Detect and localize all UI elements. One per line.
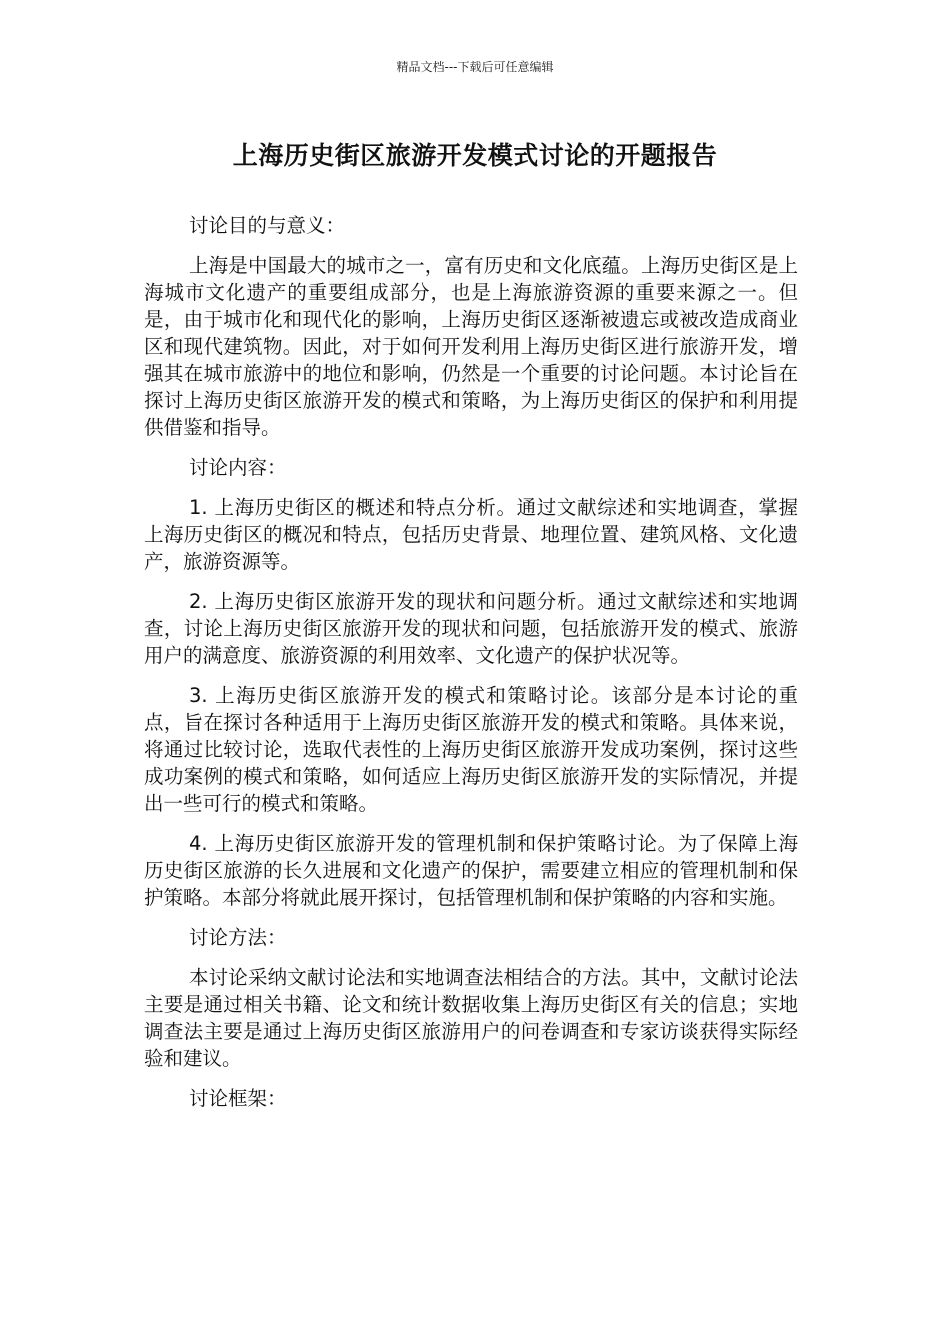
list-item-content-3: 3. 上海历史街区旅游开发的模式和策略讨论。该部分是本讨论的重点，旨在探讨各种适用于上海历史街区旅游开发的模式和策略。具体来说，将通过比较讨论，选取代表性的上海历史街区旅游开发成功案例，探讨这些成功案例的模式和策略，如何适应上海历史街区旅游开发的实际情况，并提出一些可行的模式和策略。 [144,684,798,815]
list-item-content-2: 2. 上海历史街区旅游开发的现状和问题分析。通过文献综述和实地调查，讨论上海历史街区旅游开发的现状和问题，包括旅游开发的模式、旅游用户的满意度、旅游资源的利用效率、文化遗产的保护状况等。 [144,590,798,667]
section-heading-method: 讨论方法： [189,926,287,949]
paragraph-purpose: 上海是中国最大的城市之一，富有历史和文化底蕴。上海历史街区是上海城市文化遗产的重要组成部分，也是上海旅游资源的重要来源之一。但是，由于城市化和现代化的影响，上海历史街区逐渐被遗忘或被改造成商业区和现代建筑物。因此，对于如何开发利用上海历史街区进行旅游开发，增强其在城市旅游中的地位和影响，仍然是一个重要的讨论问题。本讨论旨在探讨上海历史街区旅游开发的模式和策略，为上海历史街区的保护和利用提供借鉴和指导。 [144,254,798,439]
list-item-content-4: 4. 上海历史街区旅游开发的管理机制和保护策略讨论。为了保障上海历史街区旅游的长久进展和文化遗产的保护，需要建立相应的管理机制和保护策略。本部分将就此展开探讨，包括管理机制和保护策略的内容和实施。 [144,832,798,909]
paragraph-method: 本讨论采纳文献讨论法和实地调查法相结合的方法。其中，文献讨论法主要是通过相关书籍、论文和统计数据收集上海历史街区有关的信息；实地调查法主要是通过上海历史街区旅游用户的问卷调查和专家访谈获得实际经验和建议。 [144,966,798,1070]
header-note: 精品文档---下载后可任意编辑 [396,60,554,74]
section-heading-content: 讨论内容： [189,456,287,479]
document-body [144,212,798,1125]
section-heading-framework: 讨论框架： [189,1087,287,1110]
list-item-content-1: 1. 上海历史街区的概述和特点分析。通过文献综述和实地调查，掌握上海历史街区的概况和特点，包括历史背景、地理位置、建筑风格、文化遗产，旅游资源等。 [144,496,798,573]
section-heading-purpose: 讨论目的与意义： [189,214,346,237]
document-title: 上海历史街区旅游开发模式讨论的开题报告 [232,141,718,170]
